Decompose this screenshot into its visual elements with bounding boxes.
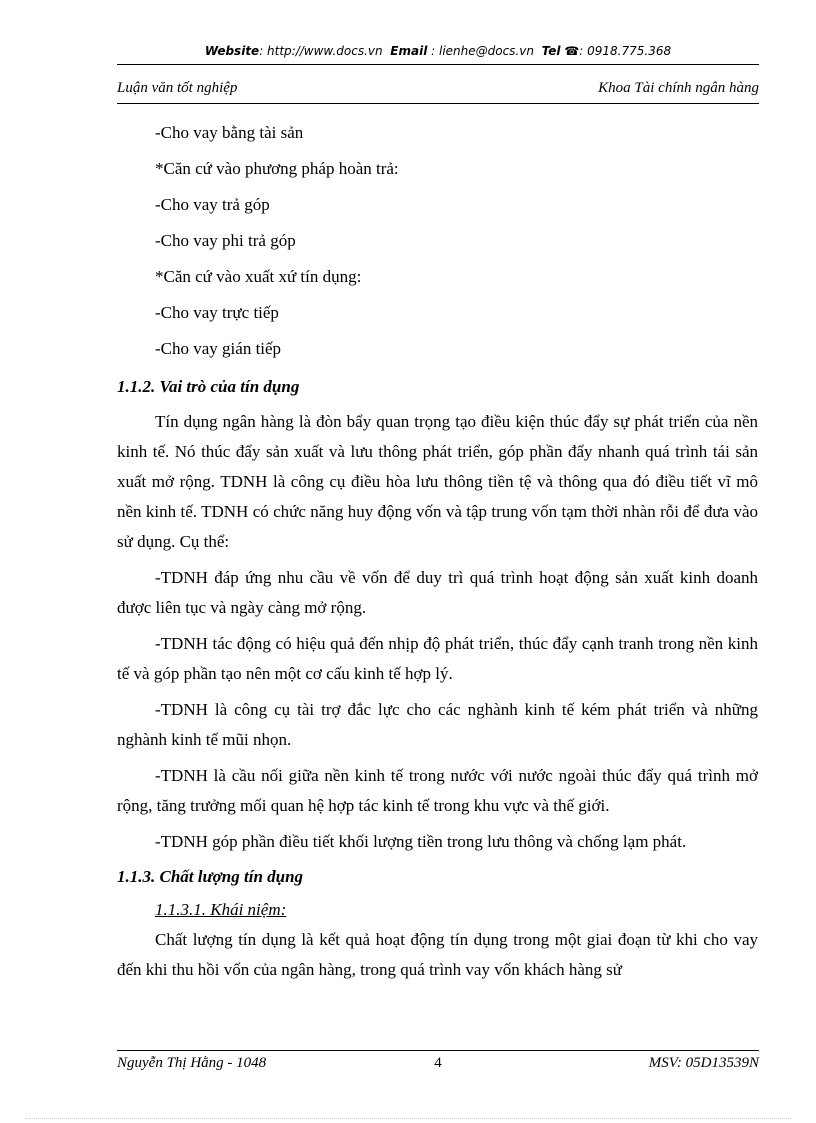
document-body	[117, 115, 758, 991]
paragraph: Chất lượng tín dụng là kết quả hoạt động tín dụng trong một giai đoạn từ khi cho vay đến khi thu hồi vốn của ngân hàng, trong quá trình vay vốn khách hàng sử	[117, 930, 758, 979]
paragraph: -TDNH tác động có hiệu quả đến nhịp độ phát triển, thúc đẩy cạnh tranh trong nền kinh tế và góp phần tạo nên một cơ cấu kinh tế hợp lý.	[117, 634, 758, 683]
paragraph: -TDNH góp phần điều tiết khối lượng tiền trong lưu thông và chống lạm phát.	[155, 832, 687, 851]
paragraph: -TDNH đáp ứng nhu cầu về vốn để duy trì quá trình hoạt động sản xuất kinh doanh được liên tục và ngày càng mở rộng.	[117, 568, 758, 617]
page-header	[117, 80, 759, 97]
page-edge-dotted-line	[25, 1118, 791, 1119]
page-footer	[117, 1055, 759, 1075]
list-item: *Căn cứ vào xuất xứ tín dụng:	[155, 267, 362, 286]
paragraph: -TDNH là cầu nối giữa nền kinh tế trong nước với nước ngoài thúc đẩy quá trình mở rộng, tăng trưởng mối quan hệ hợp tác kinh tế trong khu vực và thế giới.	[117, 766, 758, 815]
footer-student-id: MSV: 05D13539N	[648, 1055, 759, 1071]
section-heading-1-1-3: 1.1.3. Chất lượng tín dụng	[117, 867, 304, 886]
phone-number: : 0918.775.368	[579, 44, 672, 58]
list-item: -Cho vay trả góp	[155, 195, 270, 214]
header-thesis-title: Luận văn tốt nghiệp	[117, 80, 238, 96]
header-divider	[117, 103, 759, 104]
list-item: -Cho vay gián tiếp	[155, 339, 282, 358]
phone-icon: ☎	[564, 44, 580, 58]
subsection-heading-1-1-3-1: 1.1.3.1. Khái niệm:	[155, 900, 287, 919]
paragraph: -TDNH là công cụ tài trợ đắc lực cho các nghành kinh tế kém phát triển và những nghành kinh tế mũi nhọn.	[117, 700, 758, 749]
list-item: -Cho vay phi trả góp	[155, 231, 296, 250]
footer-divider	[117, 1050, 759, 1051]
email-label: Email	[390, 44, 428, 58]
list-item: -Cho vay bằng tài sản	[155, 123, 304, 142]
paragraph: Tín dụng ngân hàng là đòn bẩy quan trọng tạo điều kiện thúc đẩy sự phát triển của nền kinh tế. Nó thúc đẩy sản xuất và lưu thông phát triển, góp phần đẩy nhanh quá trình tái sản xuất mở rộng. TDNH là công cụ điều hòa lưu thông tiền tệ và thông qua đó điều tiết vĩ mô nền kinh tế. TDNH có chức năng huy động vốn và tập trung vốn tạm thời nhàn rỗi để đưa vào sử dụng. Cụ thể:	[117, 412, 758, 551]
top-divider	[117, 64, 759, 65]
list-item: *Căn cứ vào phương pháp hoàn trả:	[155, 159, 399, 178]
page-number: 4	[434, 1055, 442, 1071]
section-heading-1-1-2: 1.1.2. Vai trò của tín dụng	[117, 377, 300, 396]
footer-author: Nguyễn Thị Hằng - 1048	[117, 1055, 267, 1071]
list-item: -Cho vay trực tiếp	[155, 303, 279, 322]
header-faculty: Khoa Tài chính ngân hàng	[598, 80, 759, 96]
email-address[interactable]: : lienhe@docs.vn	[427, 44, 534, 58]
website-label: Website	[204, 44, 260, 58]
tel-label: Tel	[541, 44, 561, 58]
website-url[interactable]: : http://www.docs.vn	[259, 44, 383, 58]
site-contact-bar	[118, 44, 758, 58]
